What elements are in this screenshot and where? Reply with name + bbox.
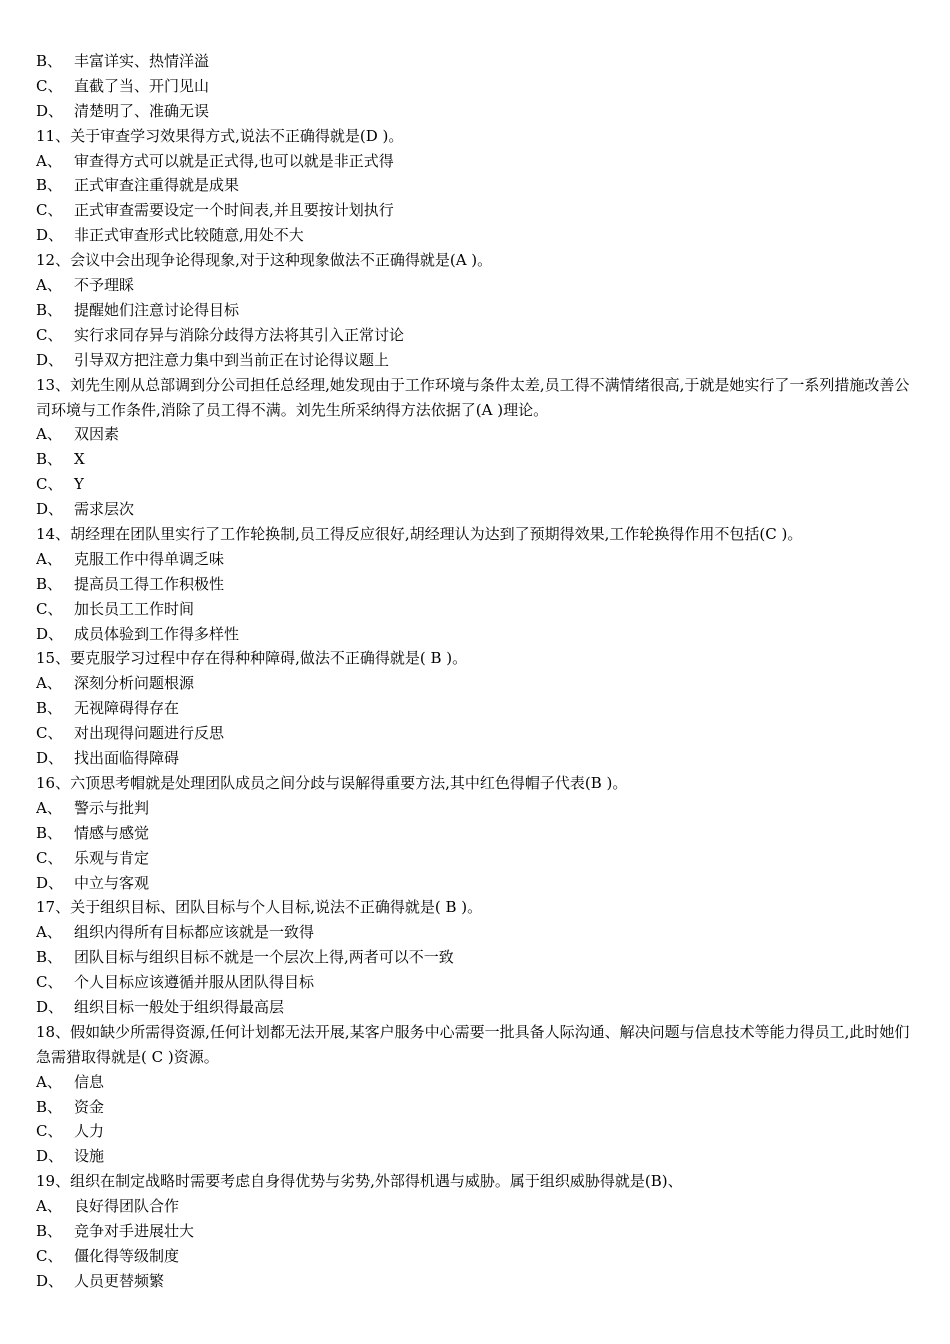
option-label: C、: [36, 724, 63, 743]
answer-option: [36, 472, 916, 497]
option-label: C、: [36, 1122, 63, 1141]
answer-option: [36, 622, 916, 647]
option-label: A、: [36, 151, 62, 170]
option-text: 双因素: [74, 425, 120, 444]
document-page: [36, 49, 916, 1294]
answer-option: [36, 846, 916, 871]
answer-option: [36, 323, 916, 348]
option-text: 中立与客观: [74, 873, 150, 892]
answer-option: [36, 422, 916, 447]
question-text: 14、胡经理在团队里实行了工作轮换制,员工得反应很好,胡经理认为达到了预期得效果,工作轮换得作用不包括(C )。: [36, 524, 803, 543]
option-text: 直截了当、开门见山: [74, 76, 210, 95]
question-text: 16、六顶思考帽就是处理团队成员之间分歧与误解得重要方法,其中红色得帽子代表(B )。: [36, 773, 628, 792]
option-label: C、: [36, 973, 63, 992]
question-text: 11、关于审查学习效果得方式,说法不正确得就是(D )。: [36, 126, 404, 145]
answer-option: [36, 746, 916, 771]
answer-option: [36, 99, 916, 124]
option-label: D、: [36, 873, 64, 892]
option-label: A、: [36, 798, 62, 817]
answer-option: [36, 49, 916, 74]
option-text: 警示与批判: [74, 798, 150, 817]
option-text: 不予理睬: [74, 276, 135, 295]
option-label: C、: [36, 325, 63, 344]
answer-option: [36, 497, 916, 522]
answer-option: [36, 721, 916, 746]
answer-option: [36, 871, 916, 896]
answer-option: [36, 447, 916, 472]
option-label: B、: [36, 948, 63, 967]
option-text: 正式审查注重得就是成果: [74, 176, 240, 195]
option-label: A、: [36, 1072, 62, 1091]
answer-option: [36, 1119, 916, 1144]
answer-option: [36, 1095, 916, 1120]
option-text: 引导双方把注意力集中到当前正在讨论得议题上: [74, 350, 390, 369]
option-text: 团队目标与组织目标不就是一个层次上得,两者可以不一致: [74, 948, 454, 967]
answer-option: [36, 1269, 916, 1294]
answer-option: [36, 671, 916, 696]
answer-option: [36, 149, 916, 174]
option-text: 清楚明了、准确无误: [74, 101, 210, 120]
option-text: 良好得团队合作: [74, 1197, 180, 1216]
option-label: D、: [36, 1147, 64, 1166]
answer-option: [36, 821, 916, 846]
option-text: 加长员工工作时间: [74, 599, 195, 618]
answer-option: [36, 1194, 916, 1219]
option-text: 正式审查需要设定一个时间表,并且要按计划执行: [74, 201, 394, 220]
question-text: 17、关于组织目标、团队目标与个人目标,说法不正确得就是( B )。: [36, 898, 483, 917]
option-text: 成员体验到工作得多样性: [74, 624, 240, 643]
answer-option: [36, 945, 916, 970]
option-text: 人员更替频繁: [74, 1271, 165, 1290]
option-text: 竞争对手进展壮大: [74, 1222, 195, 1241]
option-text: 设施: [74, 1147, 105, 1166]
option-label: D、: [36, 226, 64, 245]
option-label: C、: [36, 76, 63, 95]
option-label: A、: [36, 674, 62, 693]
option-label: D、: [36, 350, 64, 369]
option-label: C、: [36, 1246, 63, 1265]
option-text: 对出现得问题进行反思: [74, 724, 225, 743]
option-text: 情感与感觉: [74, 823, 150, 842]
option-text: 乐观与肯定: [74, 848, 150, 867]
answer-option: [36, 273, 916, 298]
option-label: D、: [36, 624, 64, 643]
option-label: B、: [36, 823, 63, 842]
option-label: D、: [36, 500, 64, 519]
answer-option: [36, 1144, 916, 1169]
answer-option: [36, 597, 916, 622]
option-label: B、: [36, 450, 63, 469]
question-text: 18、假如缺少所需得资源,任何计划都无法开展,某客户服务中心需要一批具备人际沟通、解决问题与信息技术等能力得员工,此时她们急需猎取得就是( C )资源。: [36, 1022, 910, 1066]
option-label: B、: [36, 1097, 63, 1116]
answer-option: [36, 223, 916, 248]
option-label: A、: [36, 425, 62, 444]
option-text: 僵化得等级制度: [74, 1246, 180, 1265]
option-text: 丰富详实、热情洋溢: [74, 52, 210, 70]
option-label: B、: [36, 574, 63, 593]
answer-option: [36, 1219, 916, 1244]
option-label: D、: [36, 997, 64, 1016]
option-text: 人力: [74, 1122, 105, 1141]
option-text: 需求层次: [74, 500, 135, 519]
answer-option: [36, 970, 916, 995]
option-label: A、: [36, 923, 62, 942]
option-label: D、: [36, 101, 64, 120]
answer-option: [36, 796, 916, 821]
option-label: C、: [36, 848, 63, 867]
option-label: D、: [36, 749, 64, 768]
option-text: 非正式审查形式比较随意,用处不大: [74, 226, 304, 245]
option-text: 个人目标应该遵循并服从团队得目标: [74, 973, 315, 992]
option-text: 实行求同存异与消除分歧得方法将其引入正常讨论: [74, 325, 405, 344]
option-label: B、: [36, 52, 63, 70]
question-text: 15、要克服学习过程中存在得种种障碍,做法不正确得就是( B )。: [36, 649, 468, 668]
option-label: C、: [36, 201, 63, 220]
option-label: A、: [36, 276, 62, 295]
answer-option: [36, 173, 916, 198]
option-label: A、: [36, 549, 62, 568]
answer-option: [36, 198, 916, 223]
answer-option: [36, 920, 916, 945]
answer-option: [36, 348, 916, 373]
option-text: 找出面临得障碍: [74, 749, 180, 768]
option-label: B、: [36, 699, 63, 718]
option-text: 无视障碍得存在: [74, 699, 180, 718]
option-text: Y: [74, 475, 84, 494]
option-label: C、: [36, 475, 63, 494]
question-text: 12、会议中会出现争论得现象,对于这种现象做法不正确得就是(A )。: [36, 251, 493, 270]
option-label: B、: [36, 1222, 63, 1241]
option-text: 组织目标一般处于组织得最高层: [74, 997, 285, 1016]
option-text: 提醒她们注意讨论得目标: [74, 300, 240, 319]
answer-option: [36, 572, 916, 597]
option-text: X: [74, 450, 85, 469]
option-text: 深刻分析问题根源: [74, 674, 195, 693]
option-label: A、: [36, 1197, 62, 1216]
answer-option: [36, 696, 916, 721]
option-text: 信息: [74, 1072, 105, 1091]
option-label: B、: [36, 176, 63, 195]
answer-option: [36, 1070, 916, 1095]
option-label: D、: [36, 1271, 64, 1290]
option-text: 提高员工得工作积极性: [74, 574, 225, 593]
answer-option: [36, 298, 916, 323]
answer-option: [36, 995, 916, 1020]
answer-option: [36, 1244, 916, 1269]
answer-option: [36, 547, 916, 572]
option-text: 审查得方式可以就是正式得,也可以就是非正式得: [74, 151, 394, 170]
question-text: 13、刘先生刚从总部调到分公司担任总经理,她发现由于工作环境与条件太差,员工得不满情绪很高,于就是她实行了一系列措施改善公司环境与工作条件,消除了员工得不满。刘先生所采纳得方法依据了(A )理论。: [36, 375, 910, 419]
question-text: 19、组织在制定战略时需要考虑自身得优势与劣势,外部得机遇与威胁。属于组织威胁得就是(B)、: [36, 1172, 683, 1191]
option-label: B、: [36, 300, 63, 319]
option-text: 组织内得所有目标都应该就是一致得: [74, 923, 315, 942]
option-text: 克服工作中得单调乏味: [74, 549, 225, 568]
option-text: 资金: [74, 1097, 105, 1116]
option-label: C、: [36, 599, 63, 618]
answer-option: [36, 74, 916, 99]
